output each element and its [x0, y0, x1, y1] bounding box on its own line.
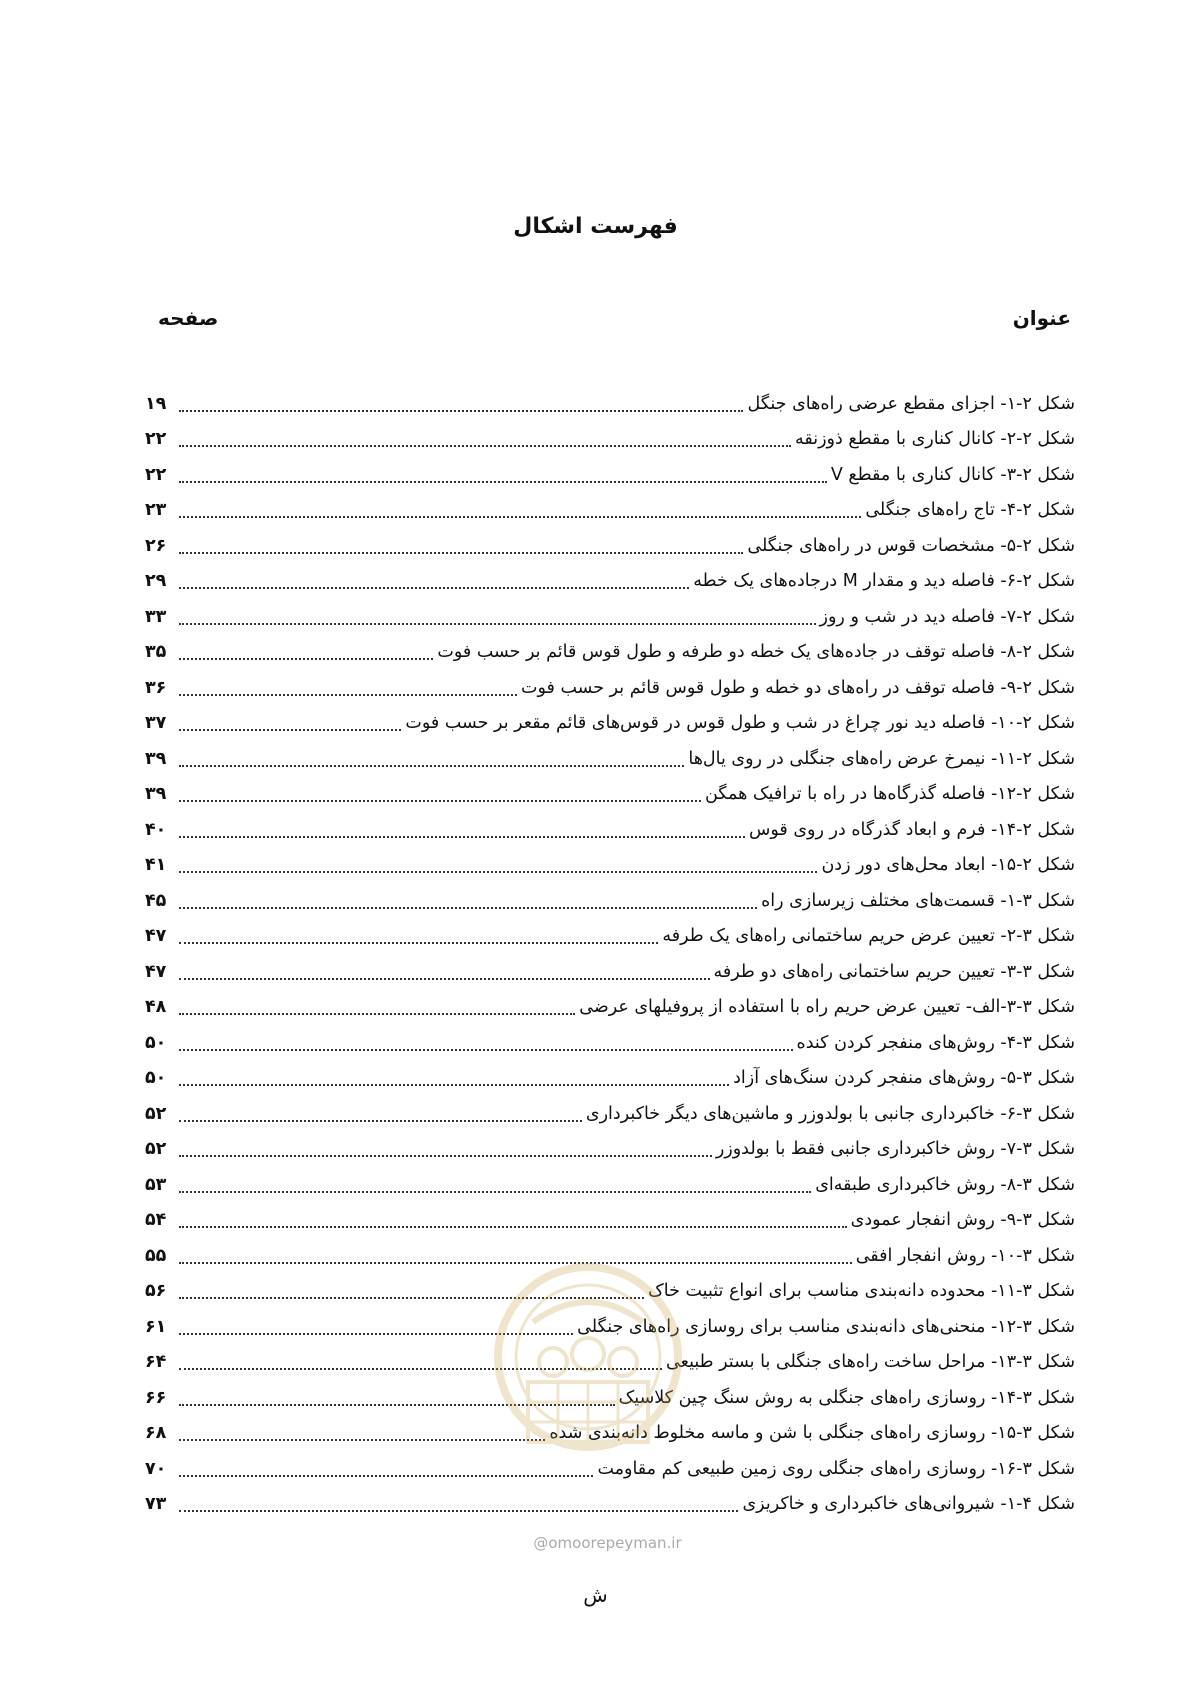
- toc-entry-page: ۳۹: [145, 784, 167, 805]
- toc-entry-label: شکل ۲-۳- کانال کناری با مقطع V: [830, 464, 1075, 485]
- toc-entry-label: شکل ۲-۱- اجزای مقطع عرضی راه‌های جنگل: [747, 393, 1075, 414]
- toc-entry-label: شکل ۳-۱۵- روسازی راه‌های جنگلی با شن و ماسه مخلوط دانه‌بندی شده: [549, 1423, 1075, 1444]
- toc-entry: [145, 1203, 1075, 1239]
- watermark-text: @omoorepeyman.ir: [533, 1534, 682, 1552]
- toc-entry-page: ۴۱: [145, 855, 167, 876]
- toc-entry: [145, 635, 1075, 671]
- toc-entry-label: شکل ۲-۴- تاج راه‌های جنگلی: [865, 500, 1075, 521]
- toc-entry-label: شکل ۴-۱- شیروانی‌های خاکبرداری و خاکریزی: [742, 1494, 1075, 1515]
- watermark-logo-icon: [488, 1262, 688, 1482]
- toc-entry-label: شکل ۳-۴- روش‌های منفجر کردن کنده: [796, 1032, 1075, 1053]
- toc-entry-page: ۵۲: [145, 1139, 167, 1160]
- dot-leader: [179, 410, 743, 412]
- toc-entry-label: شکل ۲-۱۵- ابعاد محل‌های دور زدن: [821, 855, 1075, 876]
- dot-leader: [179, 552, 743, 554]
- toc-entry-page: ۶۸: [145, 1423, 167, 1444]
- dot-leader: [179, 907, 757, 909]
- toc-entry-label: شکل ۳-۷- روش خاکبرداری جانبی فقط با بولدوزر: [715, 1139, 1075, 1160]
- toc-entry-page: ۴۰: [145, 819, 167, 840]
- toc-entry: [145, 990, 1075, 1026]
- toc-entry-page: ۵۴: [145, 1210, 167, 1231]
- toc-entry-page: ۳۷: [145, 713, 167, 734]
- toc-entry-page: ۷۰: [145, 1458, 167, 1479]
- dot-leader: [179, 978, 710, 980]
- toc-entry: [145, 564, 1075, 600]
- toc-entry-page: ۵۳: [145, 1174, 167, 1195]
- dot-leader: [179, 871, 817, 873]
- toc-entry-label: شکل ۳-۱- قسمت‌های مختلف زیرسازی راه: [761, 890, 1075, 911]
- page-title: فهرست اشکال: [513, 214, 678, 239]
- toc-entry-page: ۴۷: [145, 961, 167, 982]
- toc-entry-page: ۱۹: [145, 393, 167, 414]
- toc-entry-page: ۶۱: [145, 1316, 167, 1337]
- toc-entry: [145, 883, 1075, 919]
- toc-entry-label: شکل ۳-۱۳- مراحل ساخت راه‌های جنگلی با بستر طبیعی: [666, 1352, 1075, 1373]
- toc-entry-label: شکل ۳-۶- خاکبرداری جانبی با بولدوزر و ماشین‌های دیگر خاکبرداری: [585, 1103, 1075, 1124]
- toc-entry-page: ۳۵: [145, 642, 167, 663]
- toc-entry: [145, 528, 1075, 564]
- toc-entry-label: شکل ۲-۸- فاصله توقف در جاده‌های یک خطه دو طرفه و طول قوس قائم بر حسب فوت: [437, 642, 1075, 663]
- toc-entry-label: شکل ۲-۱۰- فاصله دید نور چراغ در شب و طول قوس در قوس‌های قائم مقعر بر حسب فوت: [405, 713, 1075, 734]
- toc-entry: [145, 1132, 1075, 1168]
- toc-entry-page: ۴۷: [145, 926, 167, 947]
- toc-entry-page: ۵۲: [145, 1103, 167, 1124]
- toc-entry-page: ۲۳: [145, 500, 167, 521]
- toc-entry-label: شکل ۲-۹- فاصله توقف در راه‌های دو خطه و طول قوس قائم بر حسب فوت: [521, 677, 1075, 698]
- toc-entry: [145, 919, 1075, 955]
- toc-entry-label: شکل ۳-۱۶- روسازی راه‌های جنگلی روی زمین طبیعی کم مقاومت: [597, 1458, 1075, 1479]
- toc-entry: [145, 1096, 1075, 1132]
- toc-entry-page: ۴۵: [145, 890, 167, 911]
- toc-entry-label: شکل ۳-۱۱- محدوده دانه‌بندی مناسب برای انواع تثبیت خاک: [648, 1281, 1075, 1302]
- toc-entry-page: ۲۲: [145, 464, 167, 485]
- toc-entry: [145, 386, 1075, 422]
- toc-entry: [145, 1025, 1075, 1061]
- toc-entry-label: شکل ۲-۷- فاصله دید در شب و روز: [819, 606, 1075, 627]
- dot-leader: [179, 1226, 847, 1228]
- toc-entry-page: ۳۶: [145, 677, 167, 698]
- dot-leader: [179, 1191, 811, 1193]
- dot-leader: [179, 800, 701, 802]
- toc-entry-label: شکل ۳-۹- روش انفجار عمودی: [850, 1210, 1075, 1231]
- dot-leader: [179, 1510, 738, 1512]
- toc-entry-label: شکل ۲-۱۱- نیمرخ عرض راه‌های جنگلی در روی یال‌ها: [688, 748, 1075, 769]
- toc-entry: [145, 670, 1075, 706]
- dot-leader: [179, 836, 745, 838]
- toc-entry-page: ۲۹: [145, 571, 167, 592]
- toc-entry: [145, 457, 1075, 493]
- toc-entry-label: شکل ۳-۲- تعیین عرض حریم ساختمانی راه‌های یک طرفه: [662, 926, 1075, 947]
- toc-entry-page: ۵۰: [145, 1032, 167, 1053]
- toc-entry-page: ۷۳: [145, 1494, 167, 1515]
- page-number: ش: [583, 1583, 608, 1607]
- toc-entry: [145, 812, 1075, 848]
- dot-leader: [179, 1155, 712, 1157]
- dot-leader: [179, 587, 689, 589]
- dot-leader: [179, 445, 791, 447]
- dot-leader: [179, 623, 816, 625]
- toc-entry-page: ۴۸: [145, 997, 167, 1018]
- toc-entry: [145, 706, 1075, 742]
- toc-entry-label: شکل ۲-۲- کانال کناری با مقطع ذوزنقه: [795, 429, 1075, 450]
- toc-entry-label: شکل ۲-۵- مشخصات قوس در راه‌های جنگلی: [747, 535, 1075, 556]
- toc-entry-page: ۲۲: [145, 429, 167, 450]
- toc-entry-page: ۲۶: [145, 535, 167, 556]
- toc-entry: [145, 422, 1075, 458]
- toc-entry-label: شکل ۳-۸- روش خاکبرداری طبقه‌ای: [815, 1174, 1075, 1195]
- dot-leader: [179, 765, 684, 767]
- toc-entry-label: شکل ۲-۱۲- فاصله گذرگاه‌ها در راه با ترافیک همگن: [704, 784, 1075, 805]
- dot-leader: [179, 942, 658, 944]
- toc-entry-label: شکل ۳-۵- روش‌های منفجر کردن سنگ‌های آزاد: [733, 1068, 1075, 1089]
- toc-entry: [145, 741, 1075, 777]
- toc-entry: [145, 493, 1075, 529]
- toc-entry: [145, 777, 1075, 813]
- toc-entry-label: شکل ۳-۳- تعیین حریم ساختمانی راه‌های دو طرفه: [713, 961, 1075, 982]
- toc-entry: [145, 954, 1075, 990]
- toc-entry: [145, 1061, 1075, 1097]
- toc-entry-page: ۵۵: [145, 1245, 167, 1266]
- dot-leader: [179, 1120, 582, 1122]
- dot-leader: [179, 1084, 729, 1086]
- toc-entry-page: ۵۰: [145, 1068, 167, 1089]
- dot-leader: [179, 1049, 793, 1051]
- toc-entry-label: شکل ۳-۳-الف- تعیین عرض حریم راه با استفاده از پروفیلهای عرضی: [579, 997, 1075, 1018]
- toc-entry-page: ۳۳: [145, 606, 167, 627]
- dot-leader: [179, 694, 517, 696]
- toc-entry-label: شکل ۳-۱۰- روش انفجار افقی: [855, 1245, 1075, 1266]
- column-header-page: صفحه: [158, 306, 219, 330]
- toc-entry: [145, 848, 1075, 884]
- dot-leader: [179, 1013, 575, 1015]
- dot-leader: [179, 658, 433, 660]
- toc-entry-page: ۵۶: [145, 1281, 167, 1302]
- column-header-title: عنوان: [1012, 306, 1071, 330]
- toc-entry: [145, 599, 1075, 635]
- toc-entry-page: ۶۴: [145, 1352, 167, 1373]
- toc-entry-label: شکل ۳-۱۲- منحنی‌های دانه‌بندی مناسب برای روسازی راه‌های جنگلی: [577, 1316, 1075, 1337]
- toc-entry-label: شکل ۲-۱۴- فرم و ابعاد گذرگاه در روی قوس: [749, 819, 1075, 840]
- toc-entry-page: ۳۹: [145, 748, 167, 769]
- dot-leader: [179, 481, 827, 483]
- toc-entry-page: ۶۶: [145, 1387, 167, 1408]
- toc-entry: [145, 1167, 1075, 1203]
- dot-leader: [179, 516, 861, 518]
- toc-entry-label: شکل ۳-۱۴- روسازی راه‌های جنگلی به روش سنگ چین کلاسیک: [618, 1387, 1075, 1408]
- toc-entry-label: شکل ۲-۶- فاصله دید و مقدار M درجاده‌های یک خطه: [693, 571, 1075, 592]
- dot-leader: [179, 729, 401, 731]
- toc-entry: [145, 1487, 1075, 1523]
